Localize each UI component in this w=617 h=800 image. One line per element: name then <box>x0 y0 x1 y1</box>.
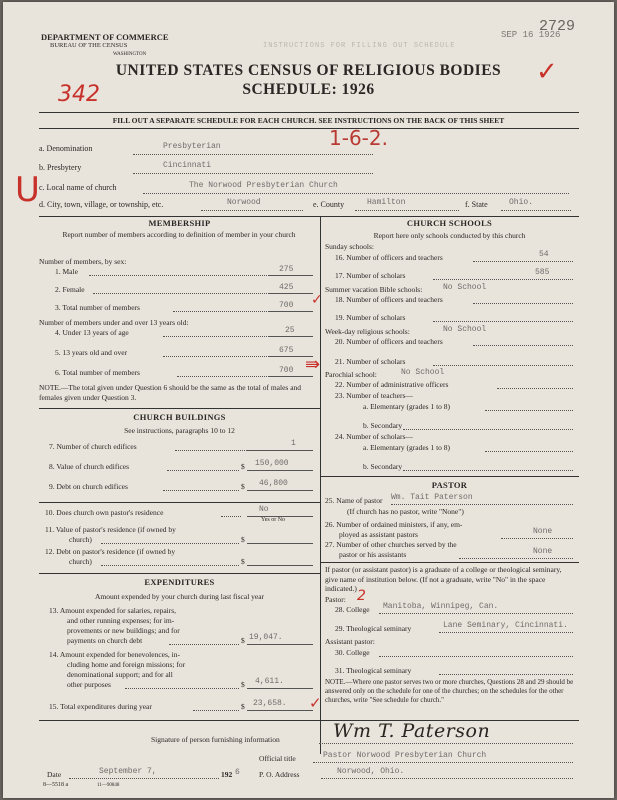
admin-officers-field[interactable] <box>497 388 573 389</box>
sunday-teachers-label: 16. Number of officers and teachers <box>335 253 443 262</box>
pastor-note: NOTE.—Where one pastor serves two or more churches, Questions 28 and 29 should be answered only on the schedule for one of the churches; on the schedules for the other churches, write "See schedule for church." <box>325 678 574 705</box>
sunday-schools-label: Sunday schools: <box>325 242 374 251</box>
owns-residence-label: 10. Does church own pastor's residence <box>45 508 164 517</box>
benevolences-leader <box>125 688 239 689</box>
denomination-label: a. Denomination <box>39 144 93 153</box>
year-value[interactable]: 6 <box>235 768 240 777</box>
residence-value-label-b: church) <box>69 535 92 544</box>
form-instruction: FILL OUT A SEPARATE SCHEDULE FOR EACH CHURCH. SEE INSTRUCTIONS ON THE BACK OF THIS SHEET <box>112 116 505 125</box>
official-title-label: Official title <box>259 754 296 763</box>
membership-heading: MEMBERSHIP <box>148 218 211 228</box>
teachers-secondary-label: b. Secondary <box>363 421 403 430</box>
owns-residence-leader <box>221 516 241 517</box>
edifices-value-dollar: $ <box>241 462 245 471</box>
assistant-ministers-label-a: 26. Number of ordained ministers, if any, em- <box>325 520 463 529</box>
seminary-label: 29. Theological seminary <box>335 624 412 633</box>
edifices-debt-field[interactable] <box>247 490 313 491</box>
age-intro-label: Number of members under and over 13 years old: <box>39 318 189 327</box>
edifices-value-label: 8. Value of church edifices <box>49 462 130 471</box>
pastor-heading: PASTOR <box>431 480 468 490</box>
age-total-leader <box>177 376 269 377</box>
date-field[interactable] <box>69 778 219 779</box>
weekday-scholars-label: 21. Number of scholars <box>335 357 406 366</box>
scholars-count-label: 24. Number of scholars— <box>335 432 413 441</box>
edifices-count-field[interactable] <box>247 450 313 451</box>
female-label: 2. Female <box>55 285 85 294</box>
schools-heading: CHURCH SCHOOLS <box>406 218 493 228</box>
total-expenditures-check: ✓ <box>309 694 322 712</box>
scholars-elementary-field[interactable] <box>485 451 573 452</box>
total-expenditures-label: 15. Total expenditures during year <box>49 702 152 711</box>
print-code: 11—90848 <box>97 783 120 788</box>
edifices-debt-leader <box>163 490 239 491</box>
year-prefix: 192 <box>221 770 233 779</box>
pastor-name-field[interactable] <box>391 504 573 505</box>
assistant-seminary-field[interactable] <box>439 674 573 675</box>
weekday-teachers-label: 20. Number of officers and teachers <box>335 337 443 346</box>
edifices-value-value[interactable]: 150,000 <box>255 459 289 468</box>
edifices-count-value[interactable]: 1 <box>291 439 296 448</box>
state-field-line[interactable] <box>501 210 571 211</box>
under-13-field[interactable] <box>269 336 313 337</box>
edifices-count-leader <box>175 450 247 451</box>
bureau-location: WASHINGTON <box>113 52 147 57</box>
college-value[interactable]: Manitoba, Winnipeg, Can. <box>383 602 499 611</box>
sunday-teachers-field[interactable] <box>473 261 573 262</box>
city-value[interactable]: Norwood <box>227 198 261 207</box>
state-label: f. State <box>465 200 488 209</box>
teachers-elementary-field[interactable] <box>485 410 573 411</box>
denomination-value[interactable]: Presbyterian <box>163 142 221 151</box>
parochial-school-label: Parochial school: <box>325 370 377 379</box>
running-expenses-line-1: 13. Amount expended for salaries, repairs, <box>49 606 177 615</box>
female-field[interactable] <box>269 293 313 294</box>
running-expenses-line-4: payments on church debt <box>67 636 143 645</box>
seminary-value[interactable]: Lane Seminary, Cincinnati. <box>443 621 568 630</box>
running-expenses-leader <box>169 644 239 645</box>
total-expenditures-field[interactable] <box>247 710 313 711</box>
edifices-debt-value[interactable]: 46,800 <box>259 479 288 488</box>
rule-top <box>39 112 579 113</box>
other-churches-field[interactable] <box>459 558 573 559</box>
handwritten-signature: Wm T. Paterson <box>333 720 491 742</box>
city-label: d. City, town, village, or township, etc. <box>39 200 164 209</box>
handwritten-margin-mark: U <box>15 170 40 210</box>
benevolences-line-3: denominational support; and for all <box>67 670 173 679</box>
male-leader <box>89 275 269 276</box>
age-total-field[interactable] <box>269 376 313 377</box>
date-label: Date <box>47 770 62 779</box>
edifices-count-label: 7. Number of church edifices <box>49 442 137 451</box>
rule-pastor <box>320 476 579 477</box>
form-schedule-year: SCHEDULE: 1926 <box>242 81 375 98</box>
summer-teachers-field[interactable] <box>473 303 573 304</box>
age-total-check-mark: ⇛ <box>305 354 321 375</box>
official-title-field[interactable] <box>313 762 573 763</box>
under-13-value[interactable]: 25 <box>285 326 295 335</box>
serial-stamp: 2729 <box>539 18 576 35</box>
county-field-line[interactable] <box>355 210 459 211</box>
age-total-label: 6. Total number of members <box>55 368 140 377</box>
rule-buildings <box>39 408 320 409</box>
teachers-elementary-label: a. Elementary (grades 1 to 8) <box>363 402 451 411</box>
pastor-subheading: Pastor: <box>325 595 346 604</box>
handwritten-number: 342 <box>58 82 100 107</box>
bureau-name: BUREAU OF THE CENSUS <box>50 42 128 49</box>
rule-section <box>39 216 579 217</box>
total-members-value[interactable]: 700 <box>279 301 294 310</box>
date-value[interactable]: September 7, <box>99 767 157 776</box>
scholars-secondary-label: b. Secondary <box>363 462 403 471</box>
over-13-value[interactable]: 675 <box>279 346 294 355</box>
over-13-leader <box>163 356 269 357</box>
membership-intro: Report number of members according to definition of member in your church <box>62 230 296 239</box>
presbytery-field-line[interactable] <box>133 173 373 174</box>
total-check-mark: ✓ <box>311 292 323 308</box>
residence-debt-dollar: $ <box>241 557 245 566</box>
summer-scholars-label: 19. Number of scholars <box>335 313 406 322</box>
city-field-line[interactable] <box>201 210 303 211</box>
form-number: 8—5518 a <box>43 782 69 788</box>
residence-value-label-a: 11. Value of pastor's residence (if owned by <box>45 525 176 534</box>
total-expenditures-value[interactable]: 23,658. <box>253 699 287 708</box>
female-leader <box>93 293 269 294</box>
total-expenditures-leader <box>193 710 239 711</box>
sunday-scholars-label: 17. Number of scholars <box>335 271 406 280</box>
membership-note: NOTE.—The total given under Question 6 should be the same as the total of males and females given under Question 3. <box>39 383 302 402</box>
summer-schools-value[interactable]: No School <box>443 283 487 292</box>
edifices-debt-dollar: $ <box>241 482 245 491</box>
residence-value-field[interactable] <box>247 543 313 544</box>
presbytery-value[interactable]: Cincinnati <box>163 161 212 170</box>
rule-college <box>320 562 579 563</box>
college-label: 28. College <box>335 605 370 614</box>
running-expenses-value[interactable]: 19,047. <box>249 633 283 642</box>
summer-schools-label: Summer vacation Bible schools: <box>325 285 423 294</box>
local-name-value[interactable]: The Norwood Presbyterian Church <box>189 181 338 190</box>
denomination-field-line[interactable] <box>133 154 373 155</box>
college-intro: If pastor (or assistant pastor) is a graduate of a college or theological seminary, give name of institution below. (If not a graduate, write "No" in the space indicated.) <box>325 565 562 593</box>
other-churches-label-a: 27. Number of other churches served by the <box>325 540 457 549</box>
department-name: DEPARTMENT OF COMMERCE <box>41 32 169 42</box>
weekday-schools-label: Week-day religious schools: <box>325 327 410 336</box>
buildings-subheading: See instructions, paragraphs 10 to 12 <box>124 426 235 435</box>
residence-debt-field[interactable] <box>247 565 313 566</box>
assistant-college-field[interactable] <box>379 656 573 657</box>
assistant-pastor-subheading: Assistant pastor: <box>325 637 375 646</box>
other-churches-value[interactable]: None <box>533 547 553 556</box>
teachers-secondary-field[interactable] <box>403 429 573 430</box>
benevolences-dollar: $ <box>241 680 245 689</box>
summer-scholars-field[interactable] <box>433 321 573 322</box>
po-address-label: P. O. Address <box>259 770 300 779</box>
total-members-label: 3. Total number of members <box>55 303 140 312</box>
weekday-teachers-field[interactable] <box>473 345 573 346</box>
form-title: UNITED STATES CENSUS OF RELIGIOUS BODIES <box>115 62 502 79</box>
pastor-handwritten-mark: 2 <box>357 588 366 604</box>
edifices-value-leader <box>167 470 239 471</box>
pastor-name-label: 25. Name of pastor <box>325 496 383 505</box>
benevolences-field[interactable] <box>247 688 313 689</box>
rule-residence <box>39 502 320 503</box>
buildings-heading: CHURCH BUILDINGS <box>133 412 226 422</box>
received-date-stamp: SEP 16 1926 <box>501 30 561 40</box>
county-label: e. County <box>313 200 345 209</box>
presbytery-label: b. Presbytery <box>39 163 82 172</box>
po-address-field[interactable] <box>321 778 573 779</box>
weekday-schools-value[interactable]: No School <box>443 325 487 334</box>
county-value[interactable]: Hamilton <box>367 198 406 207</box>
residence-value-leader <box>101 543 239 544</box>
benevolences-line-4: other purposes <box>67 680 111 689</box>
benevolences-line-2: cluding home and foreign missions; for <box>67 660 186 669</box>
pastor-name-hint: (If church has no pastor, write "None") <box>347 507 464 516</box>
admin-officers-label: 22. Number of administrative officers <box>335 380 449 389</box>
assistant-ministers-label-b: ployed as assistant pastors <box>339 530 418 539</box>
total-expenditures-dollar: $ <box>241 702 245 711</box>
scholars-elementary-label: a. Elementary (grades 1 to 8) <box>363 443 451 452</box>
assistant-ministers-field[interactable] <box>501 538 573 539</box>
owns-residence-hint: Yes or No <box>261 517 286 523</box>
age-total-value[interactable]: 700 <box>279 366 294 375</box>
weekday-scholars-field[interactable] <box>433 365 573 366</box>
bleed-through-text: INSTRUCTIONS FOR FILLING OUT SCHEDULE <box>263 42 456 50</box>
residence-value-dollar: $ <box>241 535 245 544</box>
benevolences-line-1: 14. Amount expended for benevolences, in- <box>49 650 181 659</box>
running-expenses-line-3: provements or new buildings; and for <box>67 626 180 635</box>
assistant-college-label: 30. College <box>335 648 370 657</box>
under-13-label: 4. Under 13 years of age <box>55 328 129 337</box>
rule-expenditures <box>39 573 320 574</box>
female-value[interactable]: 425 <box>279 283 294 292</box>
male-field[interactable] <box>269 275 313 276</box>
schools-subheading: Report here only schools conducted by this church <box>373 231 526 240</box>
rule-signature <box>39 720 579 721</box>
edifices-debt-label: 9. Debt on church edifices <box>49 482 128 491</box>
sunday-scholars-value[interactable]: 585 <box>535 268 550 277</box>
under-13-leader <box>163 336 269 337</box>
check-mark: ✓ <box>536 57 558 87</box>
male-label: 1. Male <box>55 267 78 276</box>
local-name-label: c. Local name of church <box>39 183 117 192</box>
teachers-count-label: 23. Number of teachers— <box>335 391 413 400</box>
summer-teachers-label: 18. Number of officers and teachers <box>335 295 443 304</box>
benevolences-value[interactable]: 4,611. <box>255 677 284 686</box>
pastor-name-value[interactable]: Wm. Tait Paterson <box>391 493 473 502</box>
running-expenses-field[interactable] <box>247 644 313 645</box>
residence-debt-label-b: church) <box>69 557 92 566</box>
residence-debt-leader <box>101 565 239 566</box>
running-expenses-line-2: and other running expenses; for im- <box>67 616 175 625</box>
official-title-value[interactable]: Pastor Norwood Presbyterian Church <box>323 751 487 760</box>
sunday-teachers-value[interactable]: 54 <box>539 250 549 259</box>
male-value[interactable]: 275 <box>279 265 294 274</box>
assistant-seminary-label: 31. Theological seminary <box>335 666 412 675</box>
signature-label: Signature of person furnishing information <box>151 735 280 744</box>
running-expenses-dollar: $ <box>241 636 245 645</box>
po-address-value[interactable]: Norwood, Ohio. <box>337 767 405 776</box>
owns-residence-value[interactable]: No <box>259 505 269 514</box>
expenditures-subheading: Amount expended by your church during last fiscal year <box>94 592 265 601</box>
signature-field[interactable] <box>319 743 573 744</box>
local-name-field-line[interactable] <box>143 193 569 194</box>
total-members-field[interactable] <box>269 311 313 312</box>
sunday-scholars-field[interactable] <box>433 279 573 280</box>
scholars-secondary-field[interactable] <box>403 470 573 471</box>
expenditures-heading: EXPENDITURES <box>144 577 215 587</box>
college-field[interactable] <box>379 613 573 614</box>
rule-instruction <box>39 128 579 129</box>
state-value[interactable]: Ohio. <box>509 198 534 207</box>
seminary-field[interactable] <box>439 632 573 633</box>
census-schedule-sheet <box>3 2 614 798</box>
residence-debt-label-a: 12. Debt on pastor's residence (if owned by <box>45 547 176 556</box>
total-members-leader <box>173 311 269 312</box>
over-13-label: 5. 13 years old and over <box>55 348 128 357</box>
handwritten-code: 1-6-2. <box>329 126 388 150</box>
parochial-school-value[interactable]: No School <box>401 368 445 377</box>
members-by-sex-label: Number of members, by sex: <box>39 257 127 266</box>
edifices-value-field[interactable] <box>247 470 313 471</box>
other-churches-label-b: pastor or his assistants <box>339 550 407 559</box>
assistant-ministers-value[interactable]: None <box>533 527 553 536</box>
